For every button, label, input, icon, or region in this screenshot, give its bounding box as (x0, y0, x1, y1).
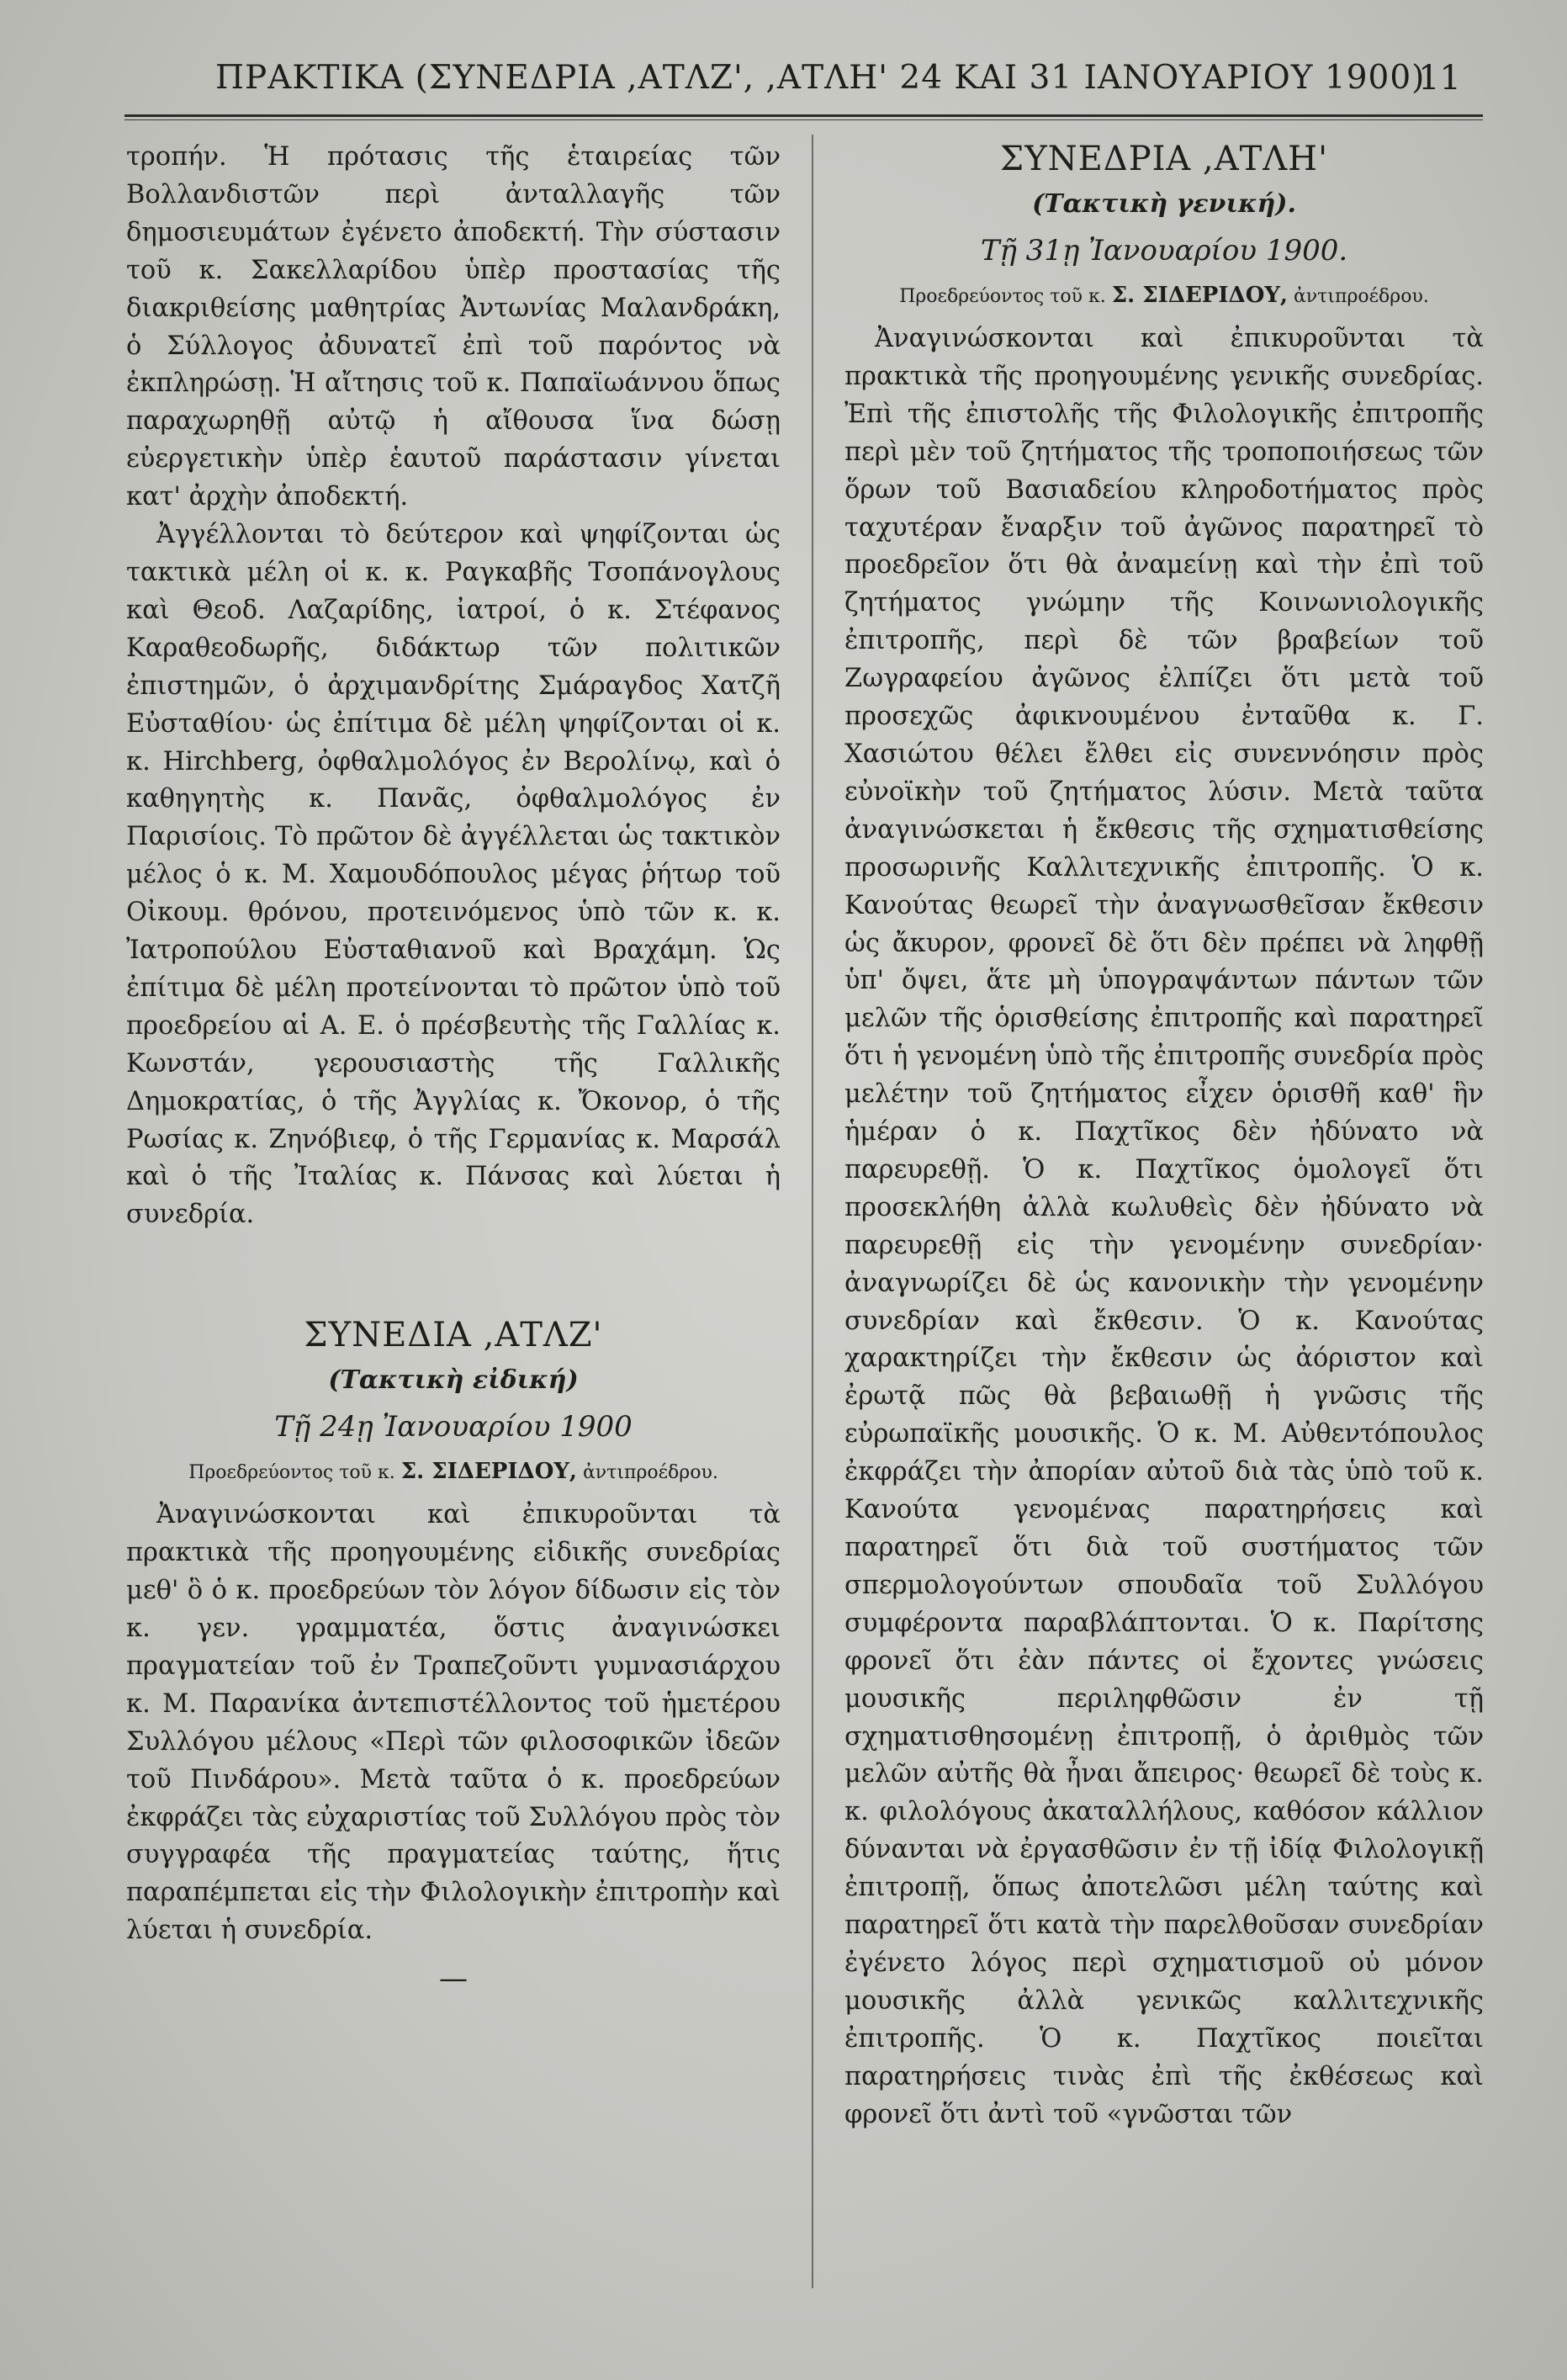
section-title: ΣΥΝΕΔΡΙΑ ,ΑΤΛΗ' (999, 140, 1329, 178)
presiding-name: Σ. ΣΙΔΕΡΙΔΟΥ, (400, 1459, 577, 1485)
presiding-role: ἀντιπροέδρου. (582, 1462, 718, 1484)
new-members-paragraph: Ἀγγέλλονται τὸ δεύτερον καὶ ψηφίζονται ὡς τακτικὰ μέλη οἱ κ. κ. Ραγκαβῆς Τσοπάνογλους καὶ Θεοδ. Λαζαρίδης, ἰατροί, ὁ κ. Στέφανος Καραθεοδωρῆς, διδάκτωρ τῶν πολιτικῶν ἐπιστημῶν, ὁ ἀρχιμανδρίτης Σμάραγδος Χατζῆ Εὐσταθίου· ὡς ἐπίτιμα δὲ μέλη ψηφίζονται οἱ κ. κ. Hirchberg, ὀφθαλμολόγος ἐν Βερολίνῳ, καὶ ὁ καθηγητὴς κ. Πανᾶς, ὀφθαλμολόγος ἐν Παρισίοις. Τὸ πρῶτον δὲ ἀγγέλλεται ὡς τακτικὸν μέλος ὁ κ. Μ. Χαμουδόπουλος μέγας ῥήτωρ τοῦ Οἰκουμ. θρόνου, προτεινόμενος ὑπὸ τῶν κ. κ. Ἰατροπούλου Εὐσταθιανοῦ καὶ Βραχάμη. Ὡς ἐπίτιμα δὲ μέλη προτείνονται τὸ πρῶτον ὑπὸ τοῦ προεδρείου αἱ Α. Ε. ὁ πρέσβευτὴς τῆς Γαλλίας κ. Κωνστάν, γερουσιαστὴς τῆς Γαλλικῆς Δημοκρατίας, ὁ τῆς Ἀγγλίας κ. Ὄκονορ, ὁ τῆς Ρωσίας κ. Ζηνόβιεφ, ὁ τῆς Γερμανίας κ. Μαρσάλ καὶ ὁ τῆς Ἰταλίας κ. Πάνσας καὶ λύεται ἡ συνεδρία. (126, 520, 781, 1230)
column-divider (812, 135, 813, 2288)
section-date: Τῇ 24ῃ Ἰανουαρίου 1900 (274, 1410, 633, 1444)
presiding-prefix: Προεδρεύοντος τοῦ κ. (899, 286, 1106, 307)
section-type: (Τακτικὴ γενική). (1032, 189, 1296, 219)
presiding-prefix: Προεδρεύοντος τοῦ κ. (188, 1462, 395, 1484)
page-header (0, 49, 1567, 108)
section-type: (Τακτικὴ εἰδική) (328, 1365, 579, 1396)
section-presiding (126, 1456, 781, 1488)
presiding-role: ἀντιπροέδρου. (1293, 286, 1429, 307)
section-title: ΣΥΝΕΔΙΑ ,ΑΤΛΖ' (304, 1316, 603, 1355)
section-date: Τῇ 31ῃ Ἰανουαρίου 1900. (980, 234, 1348, 268)
end-ornament: — (439, 1962, 468, 1996)
section-heading-atlz (126, 1315, 781, 1488)
running-head: ΠΡΑΚΤΙΚΑ (ΣΥΝΕΔΡΙΑ ,ΑΤΛΖ', ,ΑΤΛΗ' 24 ΚΑΙ 31 ΙΑΝΟΥΑΡΙΟΥ 1900) (215, 59, 1426, 97)
right-column (844, 139, 1484, 2134)
section-heading-atlh (844, 139, 1484, 312)
minutes-paragraph: Ἀναγινώσκονται καὶ ἐπικυροῦνται τὰ πρακτικὰ τῆς προηγουμένης εἰδικῆς συνεδρίας μεθ' ὃ ὁ κ. προεδρεύων τὸν λόγον δίδωσιν εἰς τὸν κ. γεν. γραμματέα, ὅστις ἀναγινώσκει πραγματείαν τοῦ ἐν Τραπεζοῦντι γυμνασιάρχου κ. Μ. Παρανίκα ἀντεπιστέλλοντος τοῦ ἡμετέρου Συλλόγου μέλους «Περὶ τῶν φιλοσοφικῶν ἰδεῶν τοῦ Πινδάρου». Μετὰ ταῦτα ὁ κ. προεδρεύων ἐκφράζει τὰς εὐχαριστίας τοῦ Συλλόγου πρὸς τὸν συγγραφέα τῆς πραγματείας ταύτης, ἥτις παραπέμπεται εἰς τὴν Φιλολογικὴν ἐπιτροπὴν καὶ λύεται ἡ συνεδρία. (126, 1500, 781, 1946)
left-column (126, 139, 781, 1996)
minutes-paragraph: Ἀναγινώσκονται καὶ ἐπικυροῦνται τὰ πρακτικὰ τῆς προηγουμένης γενικῆς συνεδρίας. Ἐπὶ τῆς ἐπιστολῆς τῆς Φιλολογικῆς ἐπιτροπῆς περὶ μὲν τοῦ ζητήματος τῆς τροποποιήσεως τῶν ὅρων τοῦ Βασιαδείου κληροδοτήματος πρὸς ταχυτέραν ἔναρξιν τοῦ ἀγῶνος παρατηρεῖ τὸ προεδρεῖον ὅτι θὰ ἀναμείνῃ καὶ τὴν ἐπὶ τοῦ ζητήματος γνώμην τῆς Κοινωνιολογικῆς ἐπιτροπῆς, περὶ δὲ τῶν βραβείων τοῦ Ζωγραφείου ἀγῶνος ἐλπίζει ὅτι μετὰ τοῦ προσεχῶς ἀφικνουμένου ἐνταῦθα κ. Γ. Χασιώτου θέλει ἔλθει εἰς συνεννόησιν πρὸς εὐνοϊκὴν τοῦ ζητήματος λύσιν. Μετὰ ταῦτα ἀναγινώσκεται ἡ ἔκθεσις τῆς σχηματισθείσης προσωρινῆς Καλλιτεχνικῆς ἐπιτροπῆς. Ὁ κ. Κανούτας θεωρεῖ τὴν ἀναγνωσθεῖσαν ἔκθεσιν ὡς ἄκυρον, φρονεῖ δὲ ὅτι δὲν πρέπει νὰ ληφθῇ ὑπ' ὄψει, ἅτε μὴ ὑπογραψάντων πάντων τῶν μελῶν τῆς ὁρισθείσης ἐπιτροπῆς καὶ παρατηρεῖ ὅτι ἡ γενομένη ὑπὸ τῆς ἐπιτροπῆς συνεδρία πρὸς μελέτην τοῦ ζητήματος εἶχεν ὁρισθῆ καθ' ἣν ἡμέραν ὁ κ. Παχτῖκος δὲν ἠδύνατο νὰ παρευρεθῇ. Ὁ κ. Παχτῖκος ὁμολογεῖ ὅτι προσεκλήθη ἀλλὰ κωλυθεὶς δὲν ἠδύνατο νὰ παρευρεθῇ εἰς τὴν γενομένην συνεδρίαν· ἀναγνωρίζει δὲ ὡς κανονικὴν τὴν γενομένην συνεδρίαν καὶ ἔκθεσιν. Ὁ κ. Κανούτας χαρακτηρίζει τὴν ἔκθεσιν ὡς ἀόριστον καὶ ἐρωτᾷ πῶς θὰ βεβαιωθῇ ἡ γνῶσις τῆς εὐρωπαϊκῆς μουσικῆς. Ὁ κ. Μ. Αὐθεντόπουλος ἐκφράζει τὴν ἀπορίαν αὐτοῦ διὰ τὰς ὑπὸ τοῦ κ. Κανούτα γενομένας παρατηρήσεις καὶ παρατηρεῖ ὅτι διὰ τοῦ συστήματος τῶν σπερμολογούντων σπουδαῖα τοῦ Συλλόγου συμφέροντα παραβλάπτονται. Ὁ κ. Παρίτσης φρονεῖ ὅτι ἐὰν πάντες οἱ ἔχοντες γνώσεις μουσικῆς περιληφθῶσιν ἐν τῇ σχηματισθησομένῃ ἐπιτροπῇ, ὁ ἀριθμὸς τῶν μελῶν αὐτῆς θὰ ἦναι ἄπειρος· θεωρεῖ δὲ τοὺς κ. κ. φιλολόγους ἀκαταλλήλους, καθόσον κάλλιον δύνανται νὰ ἐργασθῶσιν ἐν τῇ ἰδίᾳ Φιλολογικῇ ἐπιτροπῇ, ὅπως ἀποτελῶσι μέλη ταύτης καὶ παρατηρεῖ ὅτι κατὰ τὴν παρελθοῦσαν συνεδρίαν ἐγένετο λόγος περὶ σχηματισμοῦ οὐ μόνον μουσικῆς ἀλλὰ γενικῶς καλλιτεχνικῆς ἐπιτροπῆς. Ὁ κ. Παχτῖκος ποιεῖται παρατηρήσεις τινὰς ἐπὶ τῆς ἐκθέσεως καὶ φρονεῖ ὅτι ἀντὶ τοῦ «γνῶσται τῶν (844, 324, 1484, 2129)
page-number: 11 (1418, 59, 1461, 98)
header-rule-thin (124, 119, 1483, 120)
continuation-paragraph: τροπήν. Ἡ πρότασις τῆς ἑταιρείας τῶν Βολλανδιστῶν περὶ ἀνταλλαγῆς τῶν δημοσιευμάτων ἐγένετο ἀποδεκτή. Τὴν σύστασιν τοῦ κ. Σακελλαρίδου ὑπὲρ προστασίας τῆς διακριθείσης μαθητρίας Ἀντωνίας Μαλανδράκη, ὁ Σύλλογος ἀδυνατεῖ ἐπὶ τοῦ παρόντος νὰ ἐκπληρώσῃ. Ἡ αἴτησις τοῦ κ. Παπαϊωάννου ὅπως παραχωρηθῇ αὐτῷ ἡ αἴθουσα ἵνα δώσῃ εὐεργετικὴν ὑπὲρ ἑαυτοῦ παράστασιν γίνεται κατ' ἀρχὴν ἀποδεκτή. (126, 142, 781, 512)
header-rule (124, 114, 1483, 117)
section-presiding (844, 280, 1484, 312)
presiding-name: Σ. ΣΙΔΕΡΙΔΟΥ, (1111, 283, 1288, 308)
